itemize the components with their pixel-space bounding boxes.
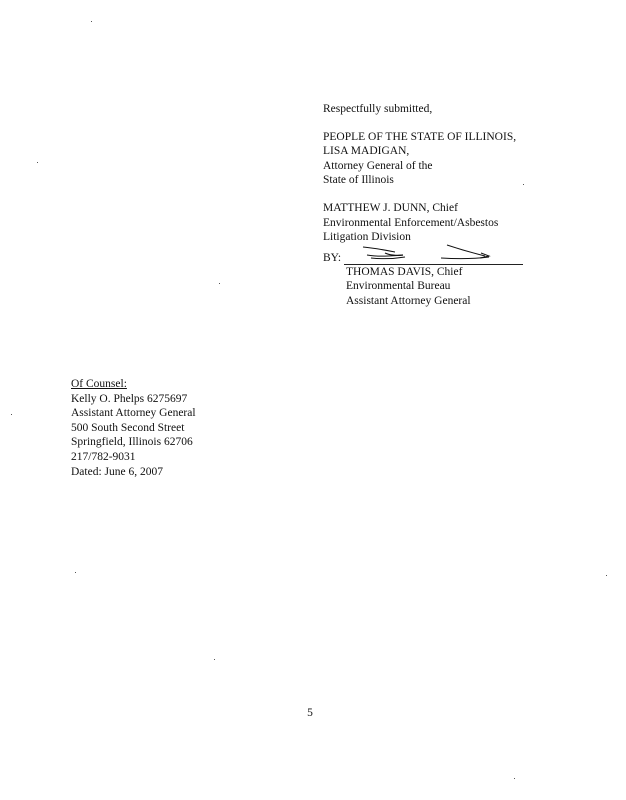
counsel-line-1: Kelly O. Phelps 6275697 — [71, 392, 188, 405]
by-label: BY: — [323, 251, 342, 264]
handwritten-signature — [359, 243, 499, 265]
counsel-block — [71, 377, 271, 479]
page-number: 5 — [307, 707, 313, 719]
division-line-2: Environmental Enforcement/Asbestos — [323, 216, 499, 229]
party-line-3: Attorney General of the — [323, 159, 433, 172]
closing-line: Respectfully submitted, — [323, 103, 433, 115]
counsel-line-2: Assistant Attorney General — [71, 407, 196, 420]
party-line-4: State of Illinois — [323, 174, 394, 187]
signature-block — [323, 102, 553, 309]
scan-speck — [219, 283, 220, 284]
counsel-line-3: 500 South Second Street — [71, 421, 185, 434]
by-signature-row — [323, 249, 553, 265]
signer-line-2: Environmental Bureau — [346, 280, 451, 293]
scan-speck — [37, 162, 38, 163]
counsel-heading: Of Counsel: — [71, 378, 127, 390]
scan-speck — [91, 21, 92, 22]
counsel-line-6: Dated: June 6, 2007 — [71, 465, 163, 478]
division-line-1: MATTHEW J. DUNN, Chief — [323, 201, 458, 214]
scan-speck — [523, 184, 524, 185]
scan-speck — [606, 575, 607, 576]
scan-speck — [214, 659, 215, 660]
counsel-line-4: Springfield, Illinois 62706 — [71, 436, 193, 449]
scan-speck — [11, 414, 12, 415]
division-line-3: Litigation Division — [323, 231, 411, 244]
scan-speck — [75, 572, 76, 573]
party-line-2: LISA MADIGAN, — [323, 145, 410, 158]
counsel-line-5: 217/782-9031 — [71, 450, 136, 463]
party-line-1: PEOPLE OF THE STATE OF ILLINOIS, — [323, 130, 517, 143]
scan-speck — [514, 778, 515, 779]
signer-line-1: THOMAS DAVIS, Chief — [346, 265, 463, 278]
signer-line-3: Assistant Attorney General — [346, 294, 471, 307]
